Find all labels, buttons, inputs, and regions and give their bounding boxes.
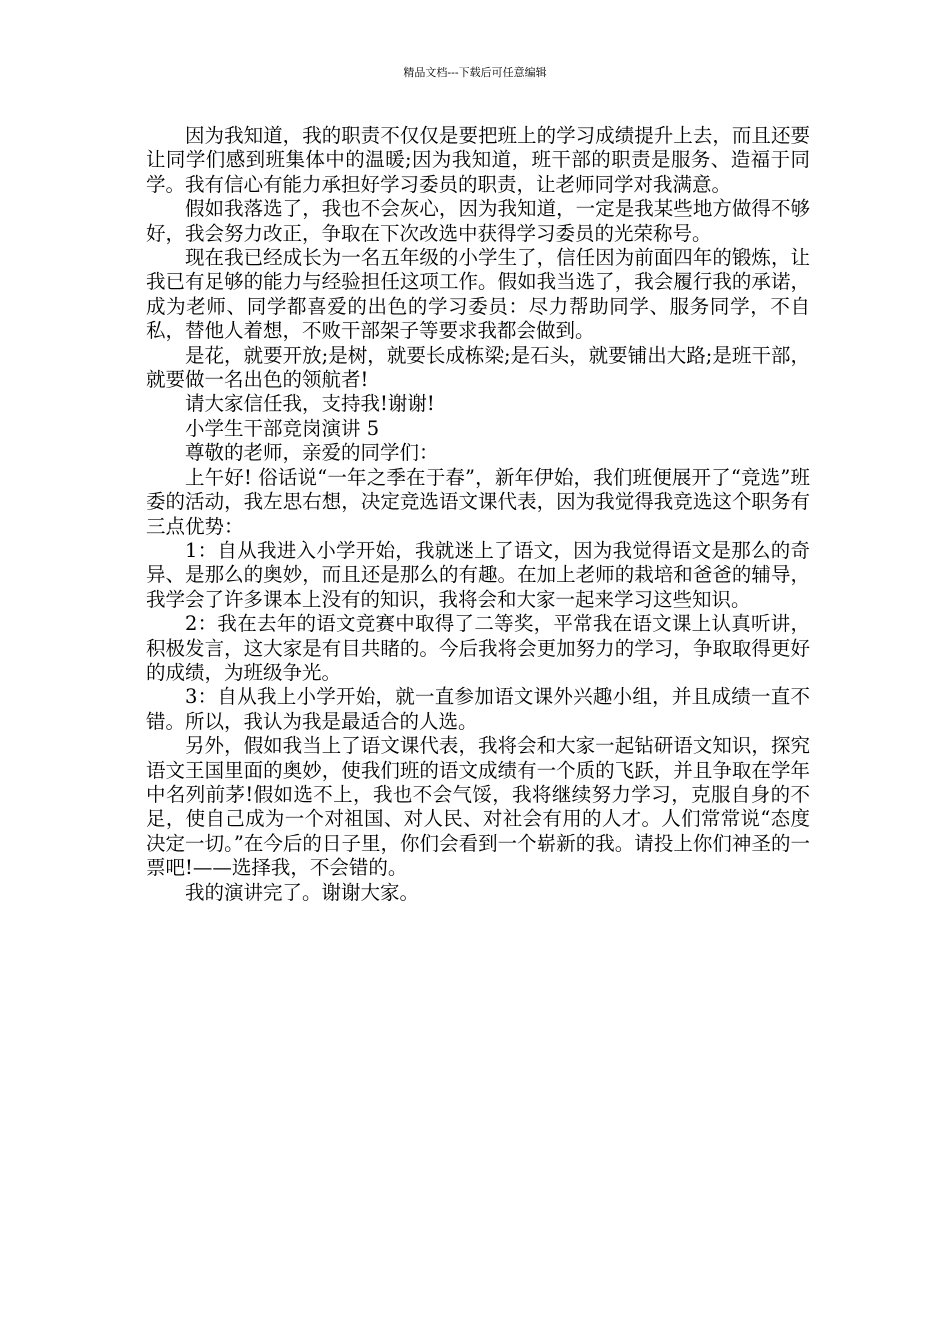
closing: 我的演讲完了。谢谢大家。: [185, 880, 420, 904]
paragraph: 是花，就要开放;是树，就要长成栋梁;是石头，就要铺出大路;是班干部，就要做一名出色的领航者!: [146, 343, 810, 392]
salutation: 尊敬的老师，亲爱的同学们：: [185, 441, 439, 465]
paragraph: 请大家信任我，支持我!谢谢!: [185, 392, 435, 416]
section-title: 小学生干部竞岗演讲 5: [185, 416, 380, 440]
paragraph: 另外，假如我当上了语文课代表，我将会和大家一起钻研语文知识，探究语文王国里面的奥妙，使我们班的语文成绩有一个质的飞跃，并且争取在学年中名列前茅!假如选不上，我也不会气馁，我将继续努力学习，克服自身的不足，使自己成为一个对祖国、对人民、对社会有用的人才。人们常常说“态度决定一切。”在今后的日子里，你们会看到一个崭新的我。请投上你们神圣的一票吧!——选择我，不会错的。: [146, 734, 810, 880]
document-body: [146, 124, 810, 905]
paragraph: 假如我落选了，我也不会灰心，因为我知道，一定是我某些地方做得不够好，我会努力改正，争取在下次改选中获得学习委员的光荣称号。: [146, 197, 810, 245]
paragraph: 3：自从我上小学开始，就一直参加语文课外兴趣小组，并且成绩一直不错。所以，我认为我是最适合的人选。: [146, 685, 810, 733]
paragraph: 因为我知道，我的职责不仅仅是要把班上的学习成绩提升上去，而且还要让同学们感到班集体中的温暖;因为我知道，班干部的职责是服务、造福于同学。我有信心有能力承担好学习委员的职责，让老师同学对我满意。: [146, 124, 810, 196]
paragraph: 2：我在去年的语文竞赛中取得了二等奖，平常我在语文课上认真听讲，积极发言，这大家是有目共睹的。今后我将会更加努力的学习，争取取得更好的成绩，为班级争光。: [146, 612, 810, 684]
paragraph: 1：自从我进入小学开始，我就迷上了语文，因为我觉得语文是那么的奇异、是那么的奥妙，而且还是那么的有趣。在加上老师的栽培和爸爸的辅导，我学会了许多课本上没有的知识，我将会和大家一起来学习这些知识。: [146, 538, 810, 611]
page-header: 精品文档---下载后可任意编辑: [403, 66, 547, 79]
paragraph: 现在我已经成长为一名五年级的小学生了，信任因为前面四年的锻炼，让我已有足够的能力与经验担任这项工作。假如我当选了，我会履行我的承诺，成为老师、同学都喜爱的出色的学习委员：尽力帮助同学、服务同学，不自私，替他人着想，不败干部架子等要求我都会做到。: [146, 246, 810, 343]
paragraph: 上午好! 俗话说“一年之季在于春”，新年伊始，我们班便展开了“竞选”班委的活动，我左思右想，决定竞选语文课代表，因为我觉得我竞选这个职务有三点优势：: [146, 465, 810, 538]
